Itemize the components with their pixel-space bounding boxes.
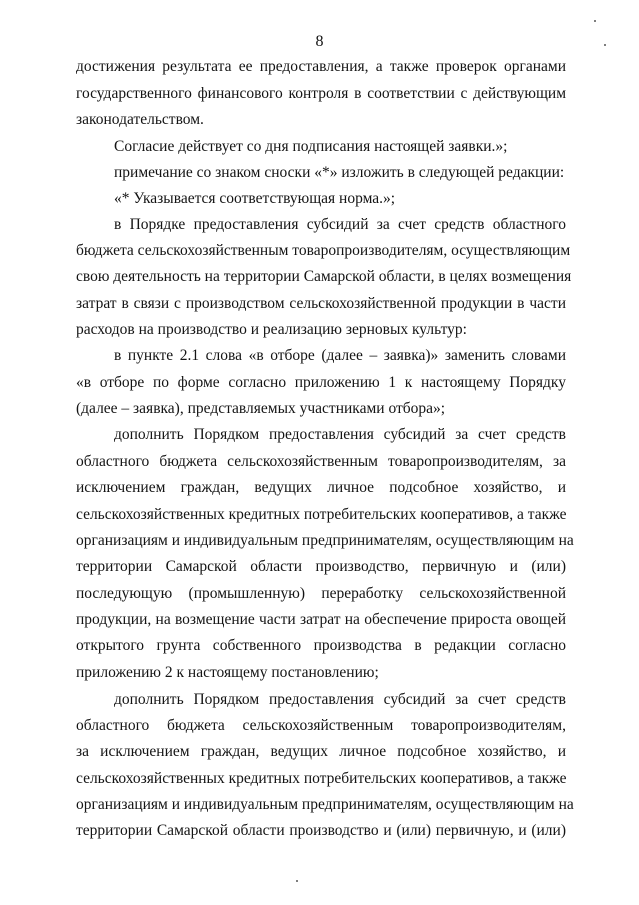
text-line: расходов на производство и реализацию зерновых культур: <box>76 321 467 338</box>
text-line: «в отборе по форме согласно приложению 1 к настоящему Порядку <box>76 374 566 391</box>
text-line: продукции, на возмещение части затрат на обеспечение прироста овощей <box>76 611 566 628</box>
text-line: в пункте 2.1 слова «в отборе (далее – заявка)» заменить словами <box>114 347 566 364</box>
text-line: дополнить Порядком предоставления субсидий за счет средств <box>114 691 566 708</box>
text-line: исключением граждан, ведущих личное подсобное хозяйство, и <box>76 479 566 496</box>
text-line: примечание со знаком сноски «*» изложить в следующей редакции: <box>114 164 565 181</box>
page-number: 8 <box>315 33 324 50</box>
text-line: «* Указывается соответствующая норма.»; <box>114 190 396 207</box>
text-line: бюджета сельскохозяйственным товаропроизводителям, осуществляющим <box>76 242 571 259</box>
text-line: открытого грунта собственного производства в редакции согласно <box>76 637 566 654</box>
text-line: последующую (промышленную) переработку сельскохозяйственной <box>76 585 566 602</box>
text-line: (далее – заявка), представляемых участниками отбора»; <box>76 400 446 417</box>
text-line: государственного финансового контроля в соответствии с действующим <box>76 85 566 102</box>
text-line: территории Самарской области производство и (или) первичную, и (или) <box>76 822 566 839</box>
text-line: областного бюджета сельскохозяйственным товаропроизводителям, за <box>76 453 566 470</box>
text-line: Согласие действует со дня подписания настоящей заявки.»; <box>114 138 508 155</box>
text-line: сельскохозяйственных кредитных потребительских кооперативов, а также <box>76 770 567 787</box>
text-line: приложению 2 к настоящему постановлению; <box>76 664 379 681</box>
text-line: организациям и индивидуальным предпринимателям, осуществляющим на <box>76 796 574 813</box>
text-line: областного бюджета сельскохозяйственным товаропроизводителям, <box>76 717 566 734</box>
text-line: дополнить Порядком предоставления субсидий за счет средств <box>114 426 566 443</box>
text-line: достижения результата ее предоставления, а также проверок органами <box>76 58 566 75</box>
text-line: территории Самарской области производство, первичную и (или) <box>76 558 566 575</box>
text-line: законодательством. <box>76 111 204 128</box>
text-line: организациям и индивидуальным предпринимателям, осуществляющим на <box>76 532 574 549</box>
scan-speck <box>604 44 606 46</box>
text-line: затрат в связи с производством сельскохозяйственной продукции в части <box>76 295 566 312</box>
text-line: свою деятельность на территории Самарской области, в целях возмещения <box>76 268 572 285</box>
text-line: за исключением граждан, ведущих личное подсобное хозяйство, и <box>76 743 566 760</box>
text-line: сельскохозяйственных кредитных потребительских кооперативов, а также <box>76 506 567 523</box>
scan-speck <box>296 880 298 882</box>
scan-speck <box>594 20 596 22</box>
text-line: в Порядке предоставления субсидий за счет средств областного <box>114 216 566 233</box>
